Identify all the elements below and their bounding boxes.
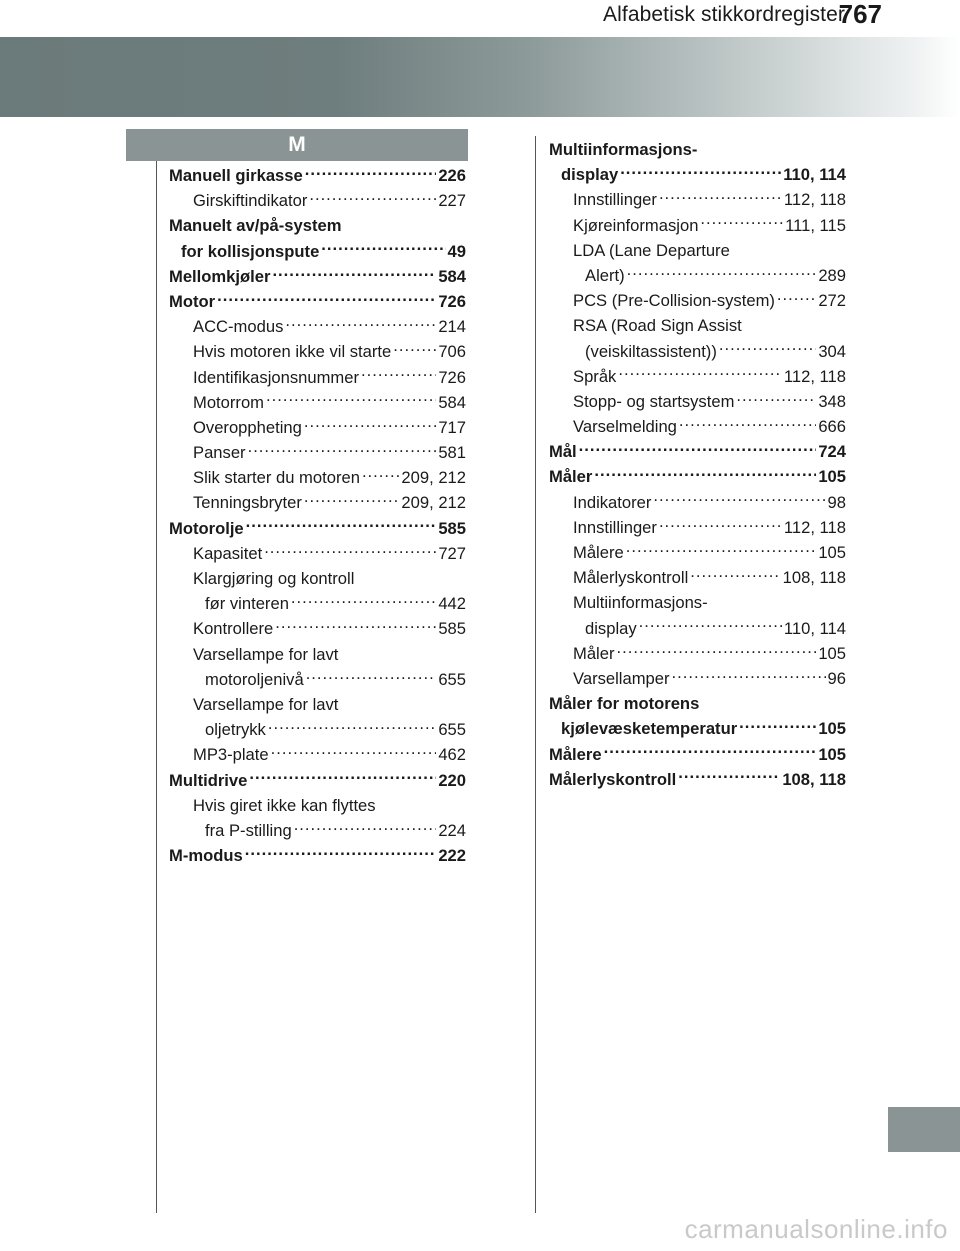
index-entry	[169, 616, 466, 641]
index-term: motoroljenivå	[205, 669, 304, 689]
section-letter: M	[288, 133, 306, 156]
index-term: PCS (Pre-Collision-system)	[573, 291, 775, 311]
dot-leader	[620, 164, 781, 181]
index-term: fra P-stilling	[205, 820, 292, 840]
index-term: Stopp- og startsystem	[573, 391, 735, 411]
page-reference: 220	[438, 770, 466, 790]
dot-leader	[264, 542, 436, 559]
index-entry	[169, 213, 466, 238]
page-reference: 584	[438, 392, 466, 412]
page-reference: 348	[818, 391, 846, 411]
index-entry	[549, 364, 846, 389]
dot-leader	[304, 492, 400, 509]
page-reference: 289	[818, 265, 846, 285]
index-term: MP3-plate	[193, 745, 269, 765]
index-term: Klargjøring og kontroll	[193, 569, 355, 588]
dot-leader	[245, 844, 437, 861]
index-term: før vinteren	[205, 594, 289, 614]
dot-leader	[604, 743, 817, 760]
dot-leader	[217, 290, 436, 307]
dot-leader	[294, 819, 437, 836]
index-term: Multiinformasjons-	[549, 140, 698, 159]
index-entry	[169, 440, 466, 465]
index-term: Varsellampe for lavt	[193, 644, 339, 664]
page-reference: 112, 118	[783, 190, 846, 210]
index-entry	[169, 818, 466, 843]
page-reference: 112, 118	[783, 366, 846, 386]
index-term: RSA (Road Sign Assist	[573, 316, 742, 336]
index-term: Språk	[573, 366, 617, 386]
header-title: Alfabetisk stikkordregister	[603, 3, 845, 26]
dot-leader	[719, 340, 816, 357]
dot-leader	[362, 467, 399, 484]
index-entry	[549, 490, 846, 515]
index-term: Girskiftindikator	[193, 191, 308, 211]
dot-leader	[271, 744, 437, 761]
index-entry	[169, 793, 466, 818]
page-reference: 105	[818, 719, 846, 739]
page-reference: 96	[827, 668, 846, 688]
index-entry	[169, 314, 466, 339]
page-reference: 214	[438, 317, 466, 337]
index-entry	[169, 239, 466, 264]
index-entry	[549, 691, 846, 716]
page-reference: 726	[438, 291, 466, 311]
index-term: Tenningsbryter	[193, 493, 302, 513]
page-reference: 108, 118	[782, 568, 846, 588]
index-column-1	[169, 163, 466, 868]
page-reference: 226	[438, 166, 466, 185]
index-entry	[549, 288, 846, 313]
index-term: Varsellamper	[573, 668, 670, 688]
index-term: Motorolje	[169, 518, 244, 538]
index-entry	[169, 516, 466, 541]
dot-leader	[618, 365, 782, 382]
dot-leader	[690, 567, 780, 584]
index-term: Målerlyskontroll	[573, 568, 689, 588]
dot-leader	[639, 617, 782, 634]
page-reference: 98	[827, 492, 846, 512]
index-term: display	[561, 165, 619, 185]
index-entry	[549, 641, 846, 666]
index-entry	[549, 590, 846, 615]
page-reference: 105	[818, 744, 846, 764]
dot-leader	[268, 719, 436, 736]
watermark: carmanualsonline.info	[684, 1214, 948, 1244]
index-term: Måler	[549, 467, 593, 487]
index-entry	[169, 591, 466, 616]
page-reference: 111, 115	[785, 215, 846, 235]
index-entry	[549, 389, 846, 414]
index-entry	[549, 666, 846, 691]
index-term: Mål	[549, 442, 577, 462]
index-term: Indikatorer	[573, 492, 652, 512]
dot-leader	[617, 642, 817, 659]
index-entry	[169, 365, 466, 390]
index-term: Målere	[573, 543, 624, 562]
dot-leader	[653, 491, 825, 508]
index-entry	[169, 768, 466, 793]
dot-leader	[304, 416, 436, 433]
page-reference: 442	[438, 594, 466, 614]
index-entry	[549, 263, 846, 288]
dot-leader	[361, 366, 436, 383]
dot-leader	[321, 240, 445, 257]
dot-leader	[275, 618, 436, 635]
index-entry	[169, 264, 466, 289]
index-entry	[549, 339, 846, 364]
index-entry	[169, 339, 466, 364]
index-term: Kapasitet	[193, 543, 263, 563]
index-entry	[169, 415, 466, 440]
page-reference: 717	[438, 417, 466, 437]
index-term: M-modus	[169, 846, 243, 866]
index-entry	[169, 717, 466, 742]
index-term: Innstillinger	[573, 517, 657, 537]
index-term: Multidrive	[169, 770, 248, 790]
page-reference: 209, 212	[401, 468, 466, 488]
index-term: Panser	[193, 443, 246, 463]
column-divider-left	[156, 161, 157, 1213]
page-reference: 584	[438, 266, 466, 286]
index-entry	[549, 187, 846, 212]
index-term: Manuell girkasse	[169, 166, 303, 185]
dot-leader	[246, 517, 437, 534]
column-divider-middle	[535, 136, 536, 1213]
dot-leader	[272, 265, 436, 282]
index-entry	[549, 540, 846, 565]
index-entry	[169, 390, 466, 415]
page-reference: 209, 212	[401, 493, 466, 513]
dot-leader	[659, 189, 782, 206]
dot-leader	[309, 190, 436, 207]
dot-leader	[678, 768, 780, 785]
page-reference: 726	[438, 367, 466, 387]
index-term: Slik starter du motoren	[193, 468, 360, 488]
page-reference: 304	[818, 341, 846, 361]
index-entry	[549, 439, 846, 464]
index-entry	[169, 541, 466, 566]
page-reference: 727	[438, 543, 466, 563]
index-entry	[169, 667, 466, 692]
page-reference: 585	[438, 619, 466, 639]
index-term: for kollisjonspute	[181, 241, 320, 261]
header-band	[0, 37, 960, 117]
index-entry	[549, 742, 846, 767]
index-entry	[549, 213, 846, 238]
index-term: oljetrykk	[205, 720, 266, 740]
page-reference: 272	[818, 291, 846, 311]
dot-leader	[249, 769, 436, 786]
index-entry	[549, 767, 846, 792]
page-reference: 110, 114	[783, 165, 846, 185]
index-term: Multiinformasjons-	[573, 593, 708, 613]
dot-leader	[579, 441, 817, 458]
index-entry	[169, 163, 466, 188]
page-reference: 227	[438, 191, 466, 211]
dot-leader	[739, 718, 816, 735]
index-entry	[549, 313, 846, 338]
index-term: Hvis motoren ikke vil starte	[193, 342, 392, 362]
page-reference: 105	[818, 467, 846, 487]
index-term: Hvis giret ikke kan flyttes	[193, 795, 376, 815]
index-term: display	[585, 618, 637, 638]
page-reference: 666	[818, 417, 846, 437]
page-reference: 655	[438, 720, 466, 740]
index-term: Varselmelding	[573, 417, 677, 437]
index-entry	[169, 465, 466, 490]
page-reference: 655	[438, 669, 466, 689]
page-reference: 224	[438, 820, 466, 840]
index-entry	[549, 616, 846, 641]
index-entry	[169, 289, 466, 314]
page-number: 767	[838, 0, 882, 29]
dot-leader	[291, 593, 436, 610]
page-reference: 49	[447, 241, 466, 261]
index-entry	[169, 843, 466, 868]
index-term: Målerlyskontroll	[549, 769, 677, 789]
index-term: Manuelt av/på-system	[169, 216, 342, 236]
page-reference: 112, 118	[783, 517, 846, 537]
page-reference: 724	[818, 442, 846, 462]
index-entry	[549, 162, 846, 187]
index-term: Innstillinger	[573, 190, 657, 210]
index-term: Måler	[573, 643, 615, 663]
index-entry	[549, 716, 846, 741]
index-entry	[169, 566, 466, 591]
page-reference: 105	[818, 643, 846, 663]
dot-leader	[700, 214, 783, 231]
index-column-2	[549, 137, 846, 792]
dot-leader	[679, 415, 816, 432]
index-term: kjølevæsketemperatur	[561, 719, 738, 739]
section-letter-tab	[126, 129, 468, 161]
index-term: Motor	[169, 291, 216, 311]
page-reference: 462	[438, 745, 466, 765]
index-entry	[169, 692, 466, 717]
index-entry	[549, 565, 846, 590]
dot-leader	[659, 516, 782, 533]
index-term: Overoppheting	[193, 417, 302, 437]
index-term: Kjøreinformasjon	[573, 215, 699, 235]
dot-leader	[736, 390, 816, 407]
index-term: (veiskiltassistent))	[585, 341, 717, 361]
index-term: Måler for motorens	[549, 694, 700, 714]
index-entry	[169, 490, 466, 515]
page-reference: 105	[818, 543, 846, 562]
dot-leader	[672, 667, 826, 684]
dot-leader	[306, 668, 437, 685]
index-entry	[169, 642, 466, 667]
index-term: Identifikasjonsnummer	[193, 367, 360, 387]
index-entry	[549, 137, 846, 162]
index-entry	[549, 515, 846, 540]
index-entry	[549, 414, 846, 439]
dot-leader	[393, 341, 436, 358]
index-term: Målere	[549, 744, 602, 764]
dot-leader	[627, 264, 817, 281]
index-entry	[169, 188, 466, 213]
page-reference: 108, 118	[782, 769, 846, 789]
index-term: LDA (Lane Departure	[573, 240, 730, 260]
dot-leader	[248, 441, 437, 458]
index-term: Alert)	[585, 265, 625, 285]
page-reference: 585	[438, 518, 466, 538]
index-term: Mellomkjøler	[169, 266, 271, 286]
page-header	[0, 0, 960, 33]
index-term: ACC-modus	[193, 317, 284, 337]
index-entry	[549, 464, 846, 489]
dot-leader	[266, 391, 436, 408]
index-entry	[549, 238, 846, 263]
side-thumb-tab	[888, 1107, 960, 1152]
dot-leader	[626, 541, 817, 558]
dot-leader	[305, 164, 437, 181]
dot-leader	[285, 316, 436, 333]
index-entry	[169, 742, 466, 767]
page-reference: 222	[438, 846, 466, 866]
index-term: Kontrollere	[193, 619, 274, 639]
index-term: Varsellampe for lavt	[193, 694, 339, 714]
page-reference: 706	[438, 342, 466, 362]
page-reference: 581	[438, 443, 466, 463]
page-reference: 110, 114	[783, 618, 846, 638]
dot-leader	[777, 290, 816, 307]
dot-leader	[594, 466, 816, 483]
index-term: Motorrom	[193, 392, 264, 412]
